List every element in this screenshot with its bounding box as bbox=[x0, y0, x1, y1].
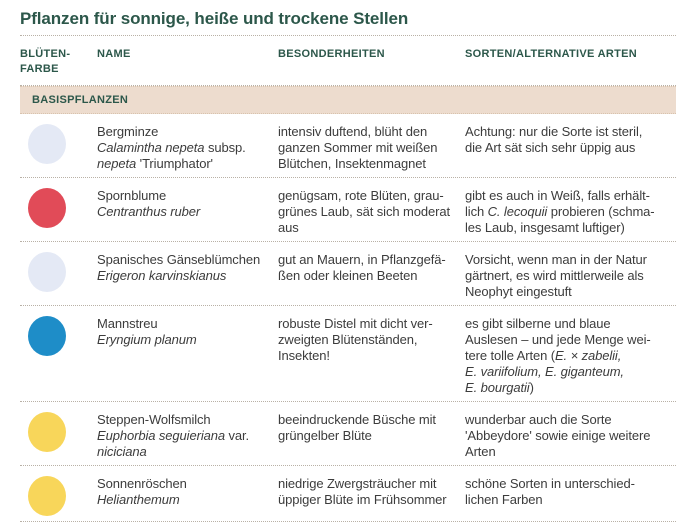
sorten-cell: schöne Sorten in unterschied- lichen Farben bbox=[465, 476, 635, 507]
column-header-bluetenfarbe: BLÜTEN- FARBE bbox=[20, 48, 71, 75]
flower-color-cell bbox=[20, 124, 97, 172]
flower-color-cell bbox=[20, 188, 97, 236]
plant-name-cell: Steppen-Wolfsmilch Euphorbia seguieriana var. niciciana bbox=[97, 412, 250, 459]
sorten-cell: gibt es auch in Weiß, falls erhält- lich C. lecoquii probieren (schma- les Laub, insgesamt luftiger) bbox=[465, 188, 655, 235]
besonderheiten-cell: beeindruckende Büsche mit grüngelber Blüte bbox=[278, 412, 436, 443]
flower-color-swatch bbox=[28, 188, 66, 228]
flower-color-swatch bbox=[28, 316, 66, 356]
table-row bbox=[20, 178, 676, 242]
besonderheiten-cell: genügsam, rote Blüten, grau- grünes Laub, sät sich moderat aus bbox=[278, 188, 450, 235]
table-row bbox=[20, 402, 676, 466]
besonderheiten-cell: intensiv duftend, blüht den ganzen Sommer mit weißen Blütchen, Insektenmagnet bbox=[278, 124, 438, 171]
flower-color-swatch bbox=[28, 476, 66, 516]
sorten-cell: Achtung: nur die Sorte ist steril, die Art sät sich sehr üppig aus bbox=[465, 124, 643, 155]
plant-name-cell: Spornblume Centranthus ruber bbox=[97, 188, 201, 219]
besonderheiten-cell: niedrige Zwergsträucher mit üppiger Blüte im Frühsommer bbox=[278, 476, 447, 507]
sorten-cell: es gibt silberne und blaue Auslesen – und jede Menge wei- tere tolle Arten (E. × zabelii, E. variifolium, E. giganteum, E. bourgatii) bbox=[465, 316, 651, 395]
plant-name-cell: Mannstreu Eryngium planum bbox=[97, 316, 197, 347]
table-row bbox=[20, 306, 676, 402]
section-band bbox=[20, 86, 676, 114]
flower-color-swatch bbox=[28, 124, 66, 164]
page-title: Pflanzen für sonnige, heiße und trockene Stellen bbox=[20, 9, 409, 28]
besonderheiten-cell: robuste Distel mit dicht ver- zweigten Blütenständen, Insekten! bbox=[278, 316, 433, 363]
column-header-besonderheiten: BESONDERHEITEN bbox=[278, 48, 385, 60]
flower-color-cell bbox=[20, 316, 97, 396]
plant-name-cell: Bergminze Calamintha nepeta subsp. nepeta 'Triumphator' bbox=[97, 124, 246, 171]
flower-color-cell bbox=[20, 252, 97, 300]
flower-color-swatch bbox=[28, 252, 66, 292]
table-row bbox=[20, 466, 676, 522]
column-header-sorten: SORTEN/ALTERNATIVE ARTEN bbox=[465, 48, 637, 60]
sorten-cell: Vorsicht, wenn man in der Natur gärtnert, es wird mittlerweile als Neophyt eingestuft bbox=[465, 252, 647, 299]
plant-name-cell: Spanisches Gänseblümchen Erigeron karvinskianus bbox=[97, 252, 261, 283]
table-header-row bbox=[20, 36, 676, 77]
flower-color-cell bbox=[20, 476, 97, 516]
flower-color-cell bbox=[20, 412, 97, 460]
table-row bbox=[20, 242, 676, 306]
section-label: BASISPFLANZEN bbox=[32, 94, 129, 106]
plant-name-cell: Sonnenröschen Helianthemum bbox=[97, 476, 187, 507]
flower-color-swatch bbox=[28, 412, 66, 452]
table-row bbox=[20, 114, 676, 178]
column-header-name: NAME bbox=[97, 48, 131, 60]
sorten-cell: wunderbar auch die Sorte 'Abbeydore' sowie einige weitere Arten bbox=[465, 412, 651, 459]
besonderheiten-cell: gut an Mauern, in Pflanzgefä- ßen oder kleinen Beeten bbox=[278, 252, 446, 283]
